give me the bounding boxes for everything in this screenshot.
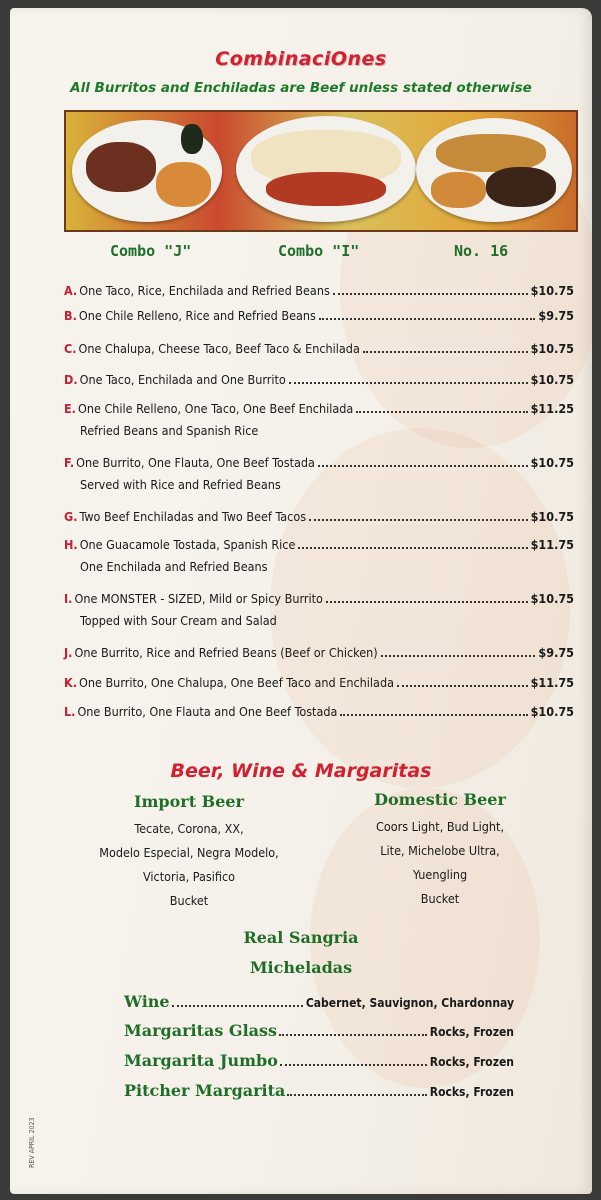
combo-line	[64, 534, 574, 556]
combo-item	[64, 305, 574, 327]
leader-dots	[356, 411, 527, 413]
combo-letter: D.	[64, 372, 78, 387]
combo-item	[64, 642, 574, 664]
combo-price: $10.75	[530, 372, 574, 387]
domestic-beer-line: Lite, Michelobe Ultra,	[380, 843, 500, 858]
leader-dots	[309, 519, 528, 521]
combo-line	[64, 452, 574, 474]
drink-row-value: Rocks, Frozen	[429, 1085, 514, 1099]
combo-description: One Taco, Enchilada and One Burrito	[79, 372, 286, 387]
real-sangria-label: Real Sangria	[243, 928, 359, 947]
combo-line	[64, 588, 574, 610]
food-photo-strip	[64, 110, 578, 232]
import-beer-line: Modelo Especial, Negra Modelo,	[99, 845, 279, 860]
combo-extra-description: One Enchilada and Refried Beans	[80, 559, 268, 574]
domestic-beer-column	[340, 790, 540, 911]
food-sauce	[266, 172, 386, 206]
combo-price: $9.75	[538, 645, 574, 660]
combo-letter: I.	[64, 591, 73, 606]
leader-dots	[279, 1034, 427, 1036]
section-title-drinks: Beer, Wine & Margaritas	[170, 760, 432, 782]
combo-item	[64, 534, 574, 578]
combo-description: One Chile Relleno, Rice and Refried Beans	[78, 308, 316, 323]
combo-extra-description: Topped with Sour Cream and Salad	[80, 613, 277, 628]
photo-caption-no-16: No. 16	[454, 242, 509, 260]
combo-letter: L.	[64, 704, 76, 719]
drink-row-margarita-jumbo	[124, 1051, 514, 1071]
combo-price: $11.75	[530, 675, 574, 690]
combo-letter: C.	[64, 341, 77, 356]
combo-line	[64, 672, 574, 694]
combo-extra-description: Served with Rice and Refried Beans	[80, 477, 281, 492]
combo-price: $10.75	[530, 704, 574, 719]
leader-dots	[381, 655, 536, 657]
combo-line	[64, 369, 574, 391]
food-enchilada	[86, 142, 156, 192]
combo-letter: J.	[64, 645, 73, 660]
drink-row-label: Wine	[124, 992, 170, 1011]
combo-description: One Burrito, One Chalupa, One Beef Taco and Enchilada	[79, 675, 394, 690]
leader-dots	[298, 547, 527, 549]
section-title-combinaciones: CombinaciOnes	[215, 48, 387, 70]
section-subtitle: All Burritos and Enchiladas are Beef unless stated otherwise	[70, 80, 532, 96]
combo-letter: K.	[64, 675, 77, 690]
drink-row-value: Rocks, Frozen	[429, 1055, 514, 1069]
combo-letter: B.	[64, 308, 77, 323]
combo-item	[64, 506, 574, 528]
leader-dots	[333, 293, 528, 295]
combo-item	[64, 369, 574, 391]
import-beer-title: Import Beer	[134, 792, 244, 811]
leader-dots	[287, 1094, 426, 1096]
combo-description: One Burrito, One Flauta, One Beef Tostada	[76, 455, 315, 470]
leader-dots	[326, 601, 528, 603]
food-rice	[431, 172, 486, 208]
combo-line	[64, 642, 574, 664]
combo-description: One Burrito, Rice and Refried Beans (Beef or Chicken)	[74, 645, 378, 660]
combo-price: $10.75	[530, 509, 574, 524]
menu-page	[10, 8, 592, 1194]
leader-dots	[340, 714, 527, 716]
drink-row-wine	[124, 992, 514, 1012]
revision-label: REV APRIL 2023	[28, 1117, 36, 1168]
combo-price: $10.75	[530, 283, 574, 298]
leader-dots	[319, 318, 536, 320]
combo-line	[64, 398, 574, 420]
drink-row-value: Rocks, Frozen	[429, 1025, 514, 1039]
leader-dots	[397, 685, 528, 687]
combo-item	[64, 701, 574, 723]
drink-row-label: Margaritas Glass	[124, 1021, 278, 1040]
combo-letter: H.	[64, 537, 78, 552]
combo-description: Two Beef Enchiladas and Two Beef Tacos	[79, 509, 307, 524]
combo-description: One MONSTER - SIZED, Mild or Spicy Burrito	[74, 591, 323, 606]
drink-row-label: Margarita Jumbo	[124, 1051, 278, 1070]
combo-price: $11.25	[530, 401, 574, 416]
combo-letter: A.	[64, 283, 78, 298]
leader-dots	[172, 1005, 303, 1007]
combo-price: $10.75	[530, 591, 574, 606]
leader-dots	[363, 351, 528, 353]
micheladas-label: Micheladas	[249, 958, 353, 977]
import-beer-line: Victoria, Pasifico	[142, 869, 236, 884]
domestic-beer-line: Yuengling	[412, 867, 468, 882]
combo-price: $9.75	[538, 308, 574, 323]
drink-row-label: Pitcher Margarita	[124, 1081, 286, 1100]
import-beer-column	[74, 792, 304, 913]
leader-dots	[280, 1064, 427, 1066]
combo-line	[64, 280, 574, 302]
combo-line	[64, 506, 574, 528]
combo-line	[64, 305, 574, 327]
combo-price: $11.75	[530, 537, 574, 552]
drink-row-pitcher-margarita	[124, 1081, 514, 1101]
combo-item	[64, 452, 574, 496]
combo-letter: E.	[64, 401, 76, 416]
combo-letter: G.	[64, 509, 78, 524]
combo-item	[64, 588, 574, 632]
drink-row-margaritas-glass	[124, 1021, 514, 1041]
photo-caption-combo-j: Combo "J"	[110, 242, 192, 260]
combo-description: One Guacamole Tostada, Spanish Rice	[79, 537, 296, 552]
combo-price: $10.75	[530, 341, 574, 356]
combo-line	[64, 338, 574, 360]
combo-extra-description: Refried Beans and Spanish Rice	[80, 423, 259, 438]
combo-description: One Chile Relleno, One Taco, One Beef Enchilada	[77, 401, 354, 416]
combo-description: One Taco, Rice, Enchilada and Refried Beans	[79, 283, 330, 298]
food-beans	[486, 167, 556, 207]
domestic-beer-line: Bucket	[420, 891, 460, 906]
combo-description: One Burrito, One Flauta and One Beef Tostada	[77, 704, 338, 719]
combo-item	[64, 398, 574, 442]
domestic-beer-line: Coors Light, Bud Light,	[375, 819, 505, 834]
import-beer-line: Bucket	[169, 893, 209, 908]
combo-item	[64, 338, 574, 360]
photo-caption-combo-i: Combo "I"	[278, 242, 360, 260]
combo-letter: F.	[64, 455, 75, 470]
combo-item	[64, 280, 574, 302]
import-beer-line: Tecate, Corona, XX,	[134, 821, 244, 836]
domestic-beer-title: Domestic Beer	[374, 790, 506, 809]
food-rice	[156, 162, 211, 207]
leader-dots	[289, 382, 528, 384]
drink-row-value: Cabernet, Sauvignon, Chardonnay	[305, 996, 514, 1010]
combo-description: One Chalupa, Cheese Taco, Beef Taco & Enchilada	[78, 341, 360, 356]
combo-price: $10.75	[530, 455, 574, 470]
food-pepper	[181, 124, 203, 154]
combo-line	[64, 701, 574, 723]
leader-dots	[318, 465, 528, 467]
combo-item	[64, 672, 574, 694]
